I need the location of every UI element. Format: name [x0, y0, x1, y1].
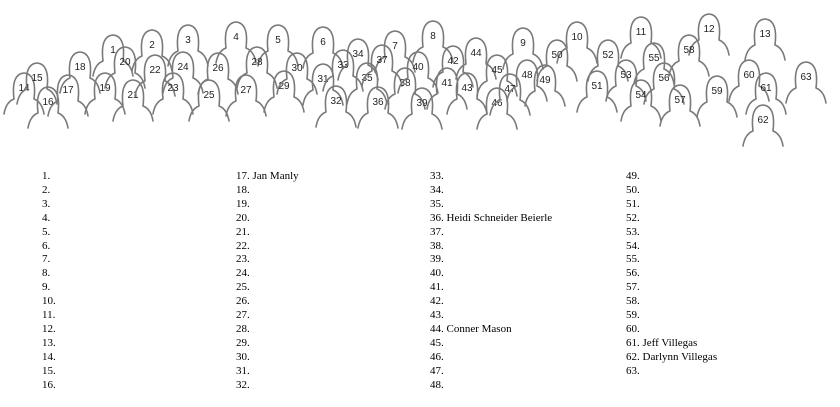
figure-number: 40 [412, 62, 424, 73]
roster-entry: 23. [236, 253, 250, 266]
figure-number: 2 [149, 40, 155, 51]
person-figure [660, 85, 700, 126]
figure-number: 59 [711, 86, 723, 97]
roster-entry: 36. Heidi Schneider Beierle [430, 211, 553, 224]
roster-entry: 53. [626, 225, 640, 238]
roster-entry: 62. Darlynn Villegas [626, 350, 718, 363]
figure-number: 4 [233, 32, 239, 43]
figure-number: 5 [275, 35, 281, 46]
figure-number: 45 [491, 65, 503, 76]
roster-entry: 63. [626, 364, 640, 377]
figure-number: 35 [361, 73, 373, 84]
figure-number: 63 [800, 72, 812, 83]
figure-number: 23 [167, 83, 179, 94]
figure-number: 7 [392, 41, 398, 52]
person-figure [697, 76, 737, 117]
roster-entry: 40. [430, 267, 444, 280]
roster-entry: 58. [626, 295, 640, 308]
roster-entry: 32. [236, 378, 250, 391]
roster-entry: 7. [42, 253, 51, 266]
figure-number: 34 [352, 49, 364, 60]
roster-entry: 19. [236, 197, 250, 210]
figure-number: 10 [571, 32, 583, 43]
roster-entry: 2. [42, 183, 51, 196]
figure-number: 9 [520, 38, 526, 49]
figure-number: 60 [743, 70, 755, 81]
figure-number: 24 [177, 62, 189, 73]
figure-number: 56 [658, 73, 670, 84]
roster-entry: 13. [42, 336, 56, 349]
person-figure [189, 80, 229, 121]
roster-entry: 33. [430, 170, 444, 182]
roster-entry: 31. [236, 364, 250, 377]
roster-entry: 15. [42, 364, 56, 377]
figure-number: 51 [591, 81, 603, 92]
figure-number: 11 [635, 27, 647, 38]
roster-entry: 60. [626, 322, 640, 335]
person-figure [433, 46, 473, 87]
figure-number: 37 [376, 55, 388, 66]
figure-number: 42 [447, 56, 459, 67]
person-figure [264, 71, 304, 112]
figure-number: 30 [291, 63, 303, 74]
figure-number: 54 [635, 90, 647, 101]
roster-entry: 55. [626, 253, 640, 266]
figure-number: 29 [278, 81, 290, 92]
roster-entry: 39. [430, 253, 444, 266]
roster-entry: 3. [42, 197, 51, 210]
figure-number: 44 [470, 48, 482, 59]
roster-entry: 22. [236, 239, 250, 252]
roster-entry: 21. [236, 225, 250, 238]
roster-entry: 46. [430, 350, 444, 363]
roster-column-1 [42, 170, 56, 393]
roster-entry: 1. [42, 170, 51, 182]
figure-number: 14 [18, 83, 30, 94]
person-figure [237, 47, 277, 88]
roster-entry: 49. [626, 170, 640, 182]
person-figure [745, 19, 785, 60]
roster-entry: 61. Jeff Villegas [626, 336, 698, 349]
group-sketch [0, 0, 840, 150]
roster-entry: 12. [42, 322, 56, 335]
figure-number: 47 [504, 84, 516, 95]
roster-entry: 52. [626, 211, 640, 224]
roster-entry: 8. [42, 267, 51, 280]
roster-entry: 25. [236, 281, 250, 294]
roster-entry: 38. [430, 239, 444, 252]
roster-entry: 29. [236, 336, 250, 349]
roster-entry: 27. [236, 309, 250, 322]
person-figure [621, 17, 661, 58]
figure-number: 46 [491, 98, 503, 109]
roster-entry: 37. [430, 225, 444, 238]
person-figure [729, 60, 769, 101]
roster-entry: 17. Jan Manly [236, 170, 299, 182]
person-figure [93, 35, 133, 76]
person-figure [153, 73, 193, 114]
roster-entry: 43. [430, 309, 444, 322]
figure-number: 57 [674, 95, 686, 106]
figure-number: 15 [31, 73, 43, 84]
roster-entry: 16. [42, 378, 56, 391]
figure-number: 27 [240, 85, 252, 96]
roster-column-3 [430, 170, 552, 393]
person-figure [786, 62, 826, 103]
person-figure [621, 80, 661, 121]
figure-number: 1 [110, 45, 116, 56]
roster-entry: 42. [430, 295, 444, 308]
figure-number: 33 [337, 60, 349, 71]
roster-entry: 11. [42, 309, 56, 322]
person-figure [669, 35, 709, 76]
figure-number: 25 [203, 90, 215, 101]
figure-number: 50 [551, 50, 563, 61]
person-figure [258, 25, 298, 66]
roster-entry: 18. [236, 183, 250, 196]
figure-number: 61 [760, 83, 772, 94]
figure-number: 12 [703, 24, 715, 35]
roster-entry: 26. [236, 295, 250, 308]
roster-entry: 47. [430, 364, 444, 377]
roster-entry: 10. [42, 295, 56, 308]
figure-number: 20 [119, 57, 131, 68]
roster-entry: 4. [42, 211, 51, 224]
person-figure [577, 71, 617, 112]
roster-entry: 41. [430, 281, 444, 294]
roster-entry: 24. [236, 267, 250, 280]
roster-entry: 34. [430, 183, 444, 196]
roster-entry: 30. [236, 350, 250, 363]
figure-number: 48 [521, 70, 533, 81]
figure-number: 18 [74, 62, 86, 73]
roster-entry: 50. [626, 183, 640, 196]
figure-number: 6 [320, 37, 326, 48]
figure-number: 62 [757, 115, 769, 126]
roster-column-2 [236, 170, 299, 393]
figure-number: 19 [99, 83, 111, 94]
roster-entry: 59. [626, 309, 640, 322]
figure-number: 36 [372, 97, 384, 108]
roster-entry: 9. [42, 281, 51, 294]
person-figure [503, 28, 543, 69]
roster-entry: 51. [626, 197, 640, 210]
figure-number: 21 [127, 90, 139, 101]
person-figure [216, 22, 256, 63]
figure-number: 8 [430, 31, 436, 42]
roster-entry: 54. [626, 239, 640, 252]
roster-column-4 [626, 170, 717, 379]
figure-number: 16 [42, 97, 54, 108]
roster-entry: 5. [42, 225, 51, 238]
figure-number: 22 [149, 65, 161, 76]
person-figure [743, 105, 783, 146]
figure-number: 41 [441, 78, 453, 89]
roster-entry: 45. [430, 336, 444, 349]
figure-number: 49 [539, 75, 551, 86]
figure-number: 39 [416, 98, 428, 109]
person-figure [689, 14, 729, 55]
person-figure [358, 87, 398, 128]
roster-entry: 20. [236, 211, 250, 224]
figure-number: 55 [648, 53, 660, 64]
figure-number: 3 [185, 35, 191, 46]
figure-number: 13 [759, 29, 771, 40]
figure-number: 53 [620, 70, 632, 81]
figure-number: 38 [399, 78, 411, 89]
figure-number: 32 [330, 96, 342, 107]
figure-number: 31 [317, 74, 329, 85]
roster-entry: 57. [626, 281, 640, 294]
roster-entry: 6. [42, 239, 51, 252]
figure-number: 17 [62, 85, 74, 96]
roster-entry: 28. [236, 322, 250, 335]
roster-entry: 44. Conner Mason [430, 322, 512, 335]
figure-number: 28 [251, 57, 263, 68]
figure-number: 58 [683, 45, 695, 56]
figure-number: 43 [461, 83, 473, 94]
roster-entry: 35. [430, 197, 444, 210]
roster-entry: 56. [626, 267, 640, 280]
figure-number: 52 [602, 50, 614, 61]
roster-entry: 48. [430, 378, 444, 391]
figure-number: 26 [212, 63, 224, 74]
roster-entry: 14. [42, 350, 56, 363]
